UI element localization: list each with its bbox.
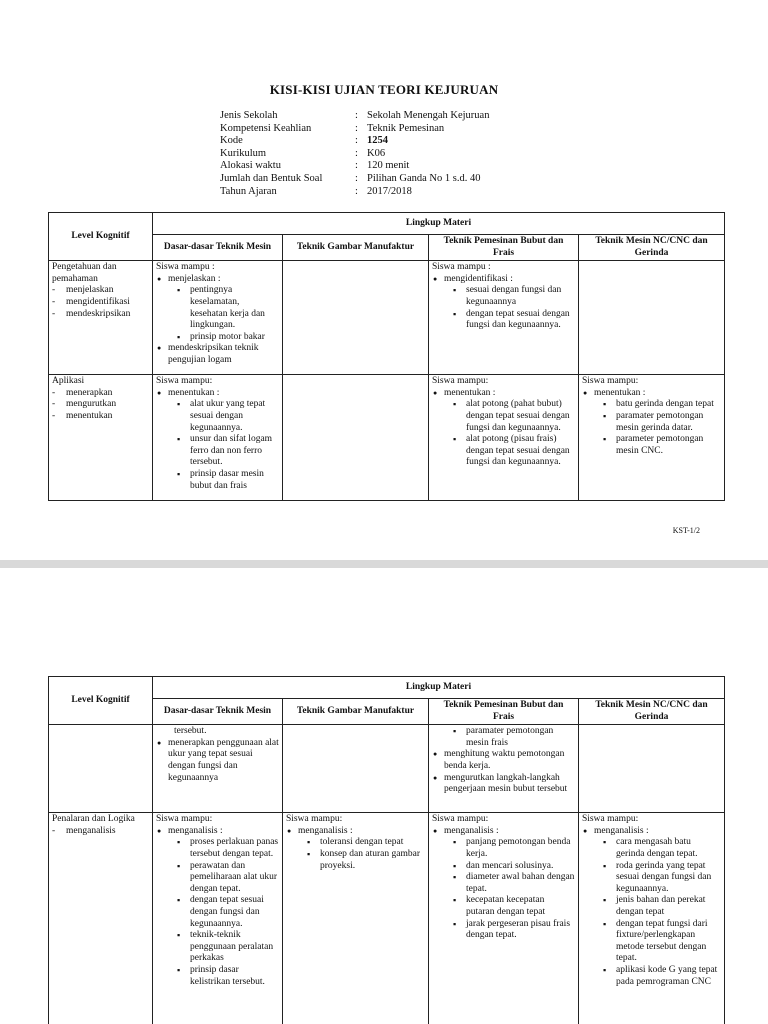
- bullet-item: [156, 343, 279, 366]
- sub-bullet-item: ▪ dan mencari solusinya.: [450, 861, 575, 873]
- materi-cell: [429, 375, 579, 501]
- sub-bullet-list: [444, 837, 575, 941]
- sub-bullet-list: [168, 399, 279, 492]
- bullet-text: menentukan :: [168, 387, 220, 398]
- materi-cell: [579, 813, 725, 1024]
- sub-bullet-item: ▪ dengan tepat fungsi dari fixture/perlengkapan metode tersebut dengan tepat.: [600, 919, 721, 965]
- sub-bullet-item: ▪ alat ukur yang tepat sesuai dengan kegunaannya.: [174, 399, 279, 434]
- bullet-list: [156, 738, 279, 784]
- bullet-item: [156, 274, 279, 344]
- level-list: [52, 388, 149, 423]
- sub-bullet-item: ▪ cara mengasah batu gerinda dengan tepat.: [600, 837, 721, 860]
- sub-bullet-list: [594, 837, 721, 988]
- bullet-list: [156, 826, 279, 988]
- bullet-text: menganalisis :: [444, 825, 499, 836]
- sub-bullet-item: ▪ teknik-teknik penggunaan peralatan perkakas: [174, 930, 279, 965]
- bullet-text: menghitung waktu pemotongan benda kerja.: [444, 749, 565, 771]
- lingkup-materi-header: Lingkup Materi: [153, 213, 725, 235]
- sub-bullet-item: ▪ dengan tepat sesuai dengan fungsi dan kegunaannya.: [450, 309, 575, 332]
- sub-bullet-list: [168, 837, 279, 988]
- sub-bullet-item: ▪ unsur dan sifat logam ferro dan non ferro tersebut.: [174, 434, 279, 469]
- info-row: [220, 123, 567, 136]
- kisi-kisi-table-page-1: [48, 212, 725, 501]
- info-label: Kompetensi Keahlian: [220, 122, 312, 134]
- bullet-text: menganalisis :: [298, 825, 353, 836]
- sub-bullet-item: ▪ prinsip dasar kelistrikan tersebut.: [174, 965, 279, 988]
- sub-bullet-list: [594, 399, 721, 457]
- sub-bullet-item: ▪ batu gerinda dengan tepat: [600, 399, 721, 411]
- column-header: Teknik Pemesinan Bubut dan Frais: [429, 235, 579, 261]
- sub-bullet-item: ▪ dengan tepat sesuai dengan fungsi dan kegunaannya.: [174, 895, 279, 930]
- sub-bullet-item: ▪ jenis bahan dan perekat dengan tepat: [600, 895, 721, 918]
- column-header: Dasar-dasar Teknik Mesin: [153, 699, 283, 725]
- info-colon: :: [355, 160, 358, 172]
- materi-cell: [283, 813, 429, 1024]
- info-colon: :: [355, 172, 358, 184]
- sub-bullet-list: [444, 726, 575, 749]
- materi-cell: [429, 261, 579, 375]
- sub-bullet-item: ▪ aplikasi kode G yang tepat pada pemrograman CNC: [600, 965, 721, 988]
- bullet-item: [432, 773, 575, 796]
- info-label: Jumlah dan Bentuk Soal: [220, 172, 323, 184]
- sub-bullet-item: ▪ toleransi dengan tepat: [304, 837, 425, 849]
- cell-intro: Siswa mampu :: [432, 262, 491, 273]
- bullet-text: menentukan :: [594, 387, 646, 398]
- materi-cell: [153, 813, 283, 1024]
- kisi-kisi-table-page-2: [48, 676, 725, 1024]
- sub-bullet-item: ▪ paramater pemotongan mesin frais: [450, 726, 575, 749]
- materi-cell: [153, 375, 283, 501]
- materi-cell: [579, 261, 725, 375]
- sub-bullet-list: [444, 399, 575, 469]
- sub-bullet-item: ▪ panjang pemotongan benda kerja.: [450, 837, 575, 860]
- column-header: Dasar-dasar Teknik Mesin: [153, 235, 283, 261]
- bullet-item: [432, 274, 575, 332]
- bullet-item: [156, 826, 279, 988]
- sub-bullet-item: ▪ sesuai dengan fungsi dan kegunaannya: [450, 285, 575, 308]
- bullet-text: menganalisis :: [594, 825, 649, 836]
- bullet-list: [156, 274, 279, 367]
- bullet-item: [156, 388, 279, 492]
- cell-intro: Siswa mampu:: [156, 376, 213, 387]
- level-kognitif-cell: [49, 375, 153, 501]
- bullet-item: [432, 388, 575, 469]
- table-header-row: [49, 213, 725, 235]
- materi-cell: [579, 375, 725, 501]
- bullet-text: mendeskripsikan teknik pengujian logam: [168, 343, 259, 365]
- materi-cell: [153, 261, 283, 375]
- bullet-list: [432, 826, 575, 942]
- cell-intro: Siswa mampu:: [432, 376, 489, 387]
- level-kognitif-cell: [49, 261, 153, 375]
- info-label: Jenis Sekolah: [220, 110, 278, 121]
- column-header: Teknik Gambar Manufaktur: [283, 235, 429, 261]
- bullet-list: [286, 826, 425, 872]
- level-title: Aplikasi: [52, 376, 85, 387]
- continuation-cell-gambar: [283, 725, 429, 813]
- bullet-list: [582, 388, 721, 458]
- column-header: Teknik Gambar Manufaktur: [283, 699, 429, 725]
- bullet-item: [286, 826, 425, 872]
- exam-info-block: [220, 110, 567, 198]
- column-header: Teknik Pemesinan Bubut dan Frais: [429, 699, 579, 725]
- bullet-text: menentukan :: [444, 387, 496, 398]
- info-colon: :: [355, 147, 358, 159]
- lingkup-materi-header: Lingkup Materi: [153, 677, 725, 699]
- level-kognitif-cell: [49, 813, 153, 1024]
- level-title: Pengetahuan dan pemahaman: [52, 262, 117, 284]
- info-row: [220, 173, 567, 186]
- continuation-row: [49, 725, 725, 813]
- bullet-list: [432, 274, 575, 332]
- info-value: 120 menit: [367, 160, 410, 172]
- sub-bullet-item: ▪ diameter awal bahan dengan tepat.: [450, 872, 575, 895]
- table-row: [49, 261, 725, 375]
- sub-bullet-list: [444, 285, 575, 331]
- info-value: Teknik Pemesinan: [367, 122, 445, 134]
- sub-bullet-item: ▪ perawatan dan pemeliharaan alat ukur dengan tepat.: [174, 861, 279, 896]
- level-item: - menentukan: [52, 411, 149, 423]
- bullet-list: [432, 749, 575, 795]
- bullet-item: [582, 388, 721, 458]
- info-value: 2017/2018: [367, 185, 412, 197]
- bullet-text: mengidentifikasi :: [444, 273, 513, 284]
- cell-intro: Siswa mampu:: [156, 814, 213, 825]
- bullet-text: menjelaskan :: [168, 273, 221, 284]
- level-kognitif-header: Level Kognitif: [49, 213, 153, 261]
- continuation-text: tersebut.: [174, 726, 207, 737]
- info-label: Kurikulum: [220, 147, 267, 159]
- bullet-text: mengurutkan langkah-langkah pengerjaan mesin bubut tersebut: [444, 772, 568, 795]
- bullet-text: menganalisis :: [168, 825, 223, 836]
- cell-intro: Siswa mampu :: [156, 262, 215, 273]
- level-item: - menganalisis: [52, 826, 149, 838]
- level-item: - mendeskripsikan: [52, 309, 149, 321]
- info-value: Sekolah Menengah Kejuruan: [367, 110, 490, 121]
- bullet-item: [156, 738, 279, 784]
- cell-intro: Siswa mampu:: [286, 814, 343, 825]
- level-list: [52, 826, 149, 838]
- sub-bullet-item: ▪ kecepatan kecepatan putaran dengan tepat: [450, 895, 575, 918]
- info-colon: :: [355, 110, 358, 121]
- table-row: [49, 375, 725, 501]
- info-label: Tahun Ajaran: [220, 185, 277, 197]
- level-item: - mengidentifikasi: [52, 297, 149, 309]
- table-header-row: [49, 677, 725, 699]
- info-row: [220, 160, 567, 173]
- bullet-item: [432, 826, 575, 942]
- level-cell-empty: [49, 725, 153, 813]
- table-row: [49, 813, 725, 1024]
- info-value: 1254: [367, 135, 388, 147]
- info-value: Pilihan Ganda No 1 s.d. 40: [367, 172, 481, 184]
- continuation-cell-dasar: [153, 725, 283, 813]
- sub-bullet-item: ▪ pentingnya keselamatan, kesehatan kerja dan lingkungan.: [174, 285, 279, 331]
- info-label: Alokasi waktu: [220, 160, 281, 172]
- document-page-2: [0, 568, 768, 1024]
- info-colon: :: [355, 185, 358, 197]
- cell-intro: Siswa mampu:: [582, 814, 639, 825]
- sub-bullet-item: ▪ alat potong (pisau frais) dengan tepat sesuai dengan fungsi dan kegunaannya.: [450, 434, 575, 469]
- level-item: - mengurutkan: [52, 399, 149, 411]
- cell-intro: Siswa mampu:: [432, 814, 489, 825]
- bullet-list: [432, 388, 575, 469]
- info-row: [220, 186, 567, 199]
- materi-cell: [429, 813, 579, 1024]
- sub-bullet-item: ▪ paramater pemotongan mesin gerinda datar.: [600, 411, 721, 434]
- sub-bullet-item: ▪ parameter pemotongan mesin CNC.: [600, 434, 721, 457]
- sub-bullet-item: ▪ alat potong (pahat bubut) dengan tepat sesuai dengan fungsi dan kegunaannya.: [450, 399, 575, 434]
- materi-cell: [283, 375, 429, 501]
- level-item: - menerapkan: [52, 388, 149, 400]
- bullet-text: menerapkan penggunaan alat ukur yang tepat sesuai dengan fungsi dan kegunaannya: [168, 737, 279, 783]
- level-kognitif-header: Level Kognitif: [49, 677, 153, 725]
- info-label: Kode: [220, 135, 243, 147]
- level-title: Penalaran dan Logika: [52, 814, 135, 825]
- page-footer: KST-1/2: [672, 526, 700, 535]
- level-list: [52, 285, 149, 320]
- continuation-cell-cnc: [579, 725, 725, 813]
- sub-bullet-item: ▪ jarak pergeseran pisau frais dengan tepat.: [450, 919, 575, 942]
- bullet-item: [432, 749, 575, 772]
- info-value: K06: [367, 147, 386, 159]
- bullet-item: [582, 826, 721, 988]
- cell-intro: Siswa mampu:: [582, 376, 639, 387]
- bullet-list: [156, 388, 279, 492]
- sub-bullet-list: [168, 285, 279, 343]
- level-item: - menjelaskan: [52, 285, 149, 297]
- info-row: [220, 135, 567, 148]
- bullet-list: [582, 826, 721, 988]
- sub-bullet-item: ▪ prinsip dasar mesin bubut dan frais: [174, 469, 279, 492]
- sub-bullet-item: ▪ prinsip motor bakar: [174, 332, 279, 344]
- sub-bullet-item: ▪ roda gerinda yang tepat sesuai dengan fungsi dan kegunaannya.: [600, 861, 721, 896]
- info-colon: :: [355, 122, 358, 134]
- info-colon: :: [355, 135, 358, 147]
- info-row: [220, 148, 567, 161]
- column-header: Teknik Mesin NC/CNC dan Gerinda: [579, 699, 725, 725]
- sub-bullet-item: ▪ proses perlakuan panas tersebut dengan tepat.: [174, 837, 279, 860]
- materi-cell: [283, 261, 429, 375]
- sub-bullet-item: ▪ konsep dan aturan gambar proyeksi.: [304, 849, 425, 872]
- continuation-cell-bubut: [429, 725, 579, 813]
- info-row: [220, 110, 567, 123]
- document-title: KISI-KISI UJIAN TEORI KEJURUAN: [269, 82, 499, 97]
- sub-bullet-list: [298, 837, 425, 872]
- column-header: Teknik Mesin NC/CNC dan Gerinda: [579, 235, 725, 261]
